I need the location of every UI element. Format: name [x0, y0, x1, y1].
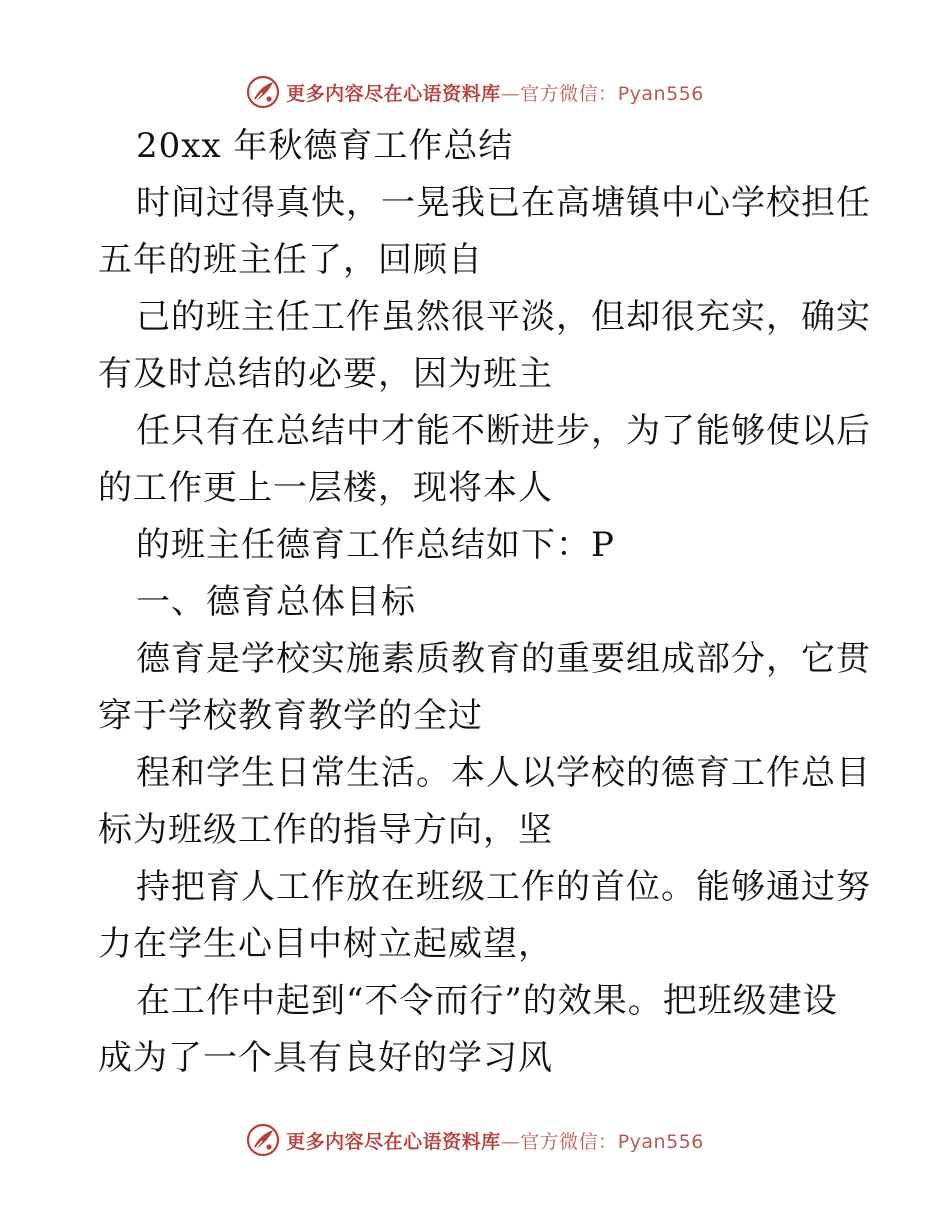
- text-line: 标为班级工作的指导方向，坚: [98, 810, 553, 850]
- watermark-dash: —: [500, 82, 521, 105]
- text-line: 的工作更上一层楼，现将本人: [98, 468, 553, 508]
- text-line: 己的班主任工作虽然很平淡，但却很充实，确实: [136, 297, 871, 337]
- quill-logo-icon: [246, 75, 280, 109]
- watermark-label: 官方微信：: [520, 82, 618, 105]
- quill-logo-icon: [246, 1123, 280, 1157]
- text-line: 穿于学校教育教学的全过: [98, 696, 483, 736]
- document-body: [98, 118, 871, 1087]
- text-line: 德育是学校实施素质教育的重要组成部分，它贯: [136, 639, 871, 679]
- watermark-main: 更多内容尽在心语资料库: [286, 1130, 501, 1153]
- watermark-handle: Pyan556: [617, 82, 704, 105]
- text-line: 力在学生心目中树立起威望，: [98, 924, 553, 964]
- text-line: 五年的班主任了，回顾自: [98, 240, 483, 280]
- watermark-handle: Pyan556: [617, 1130, 704, 1153]
- footer-watermark: [0, 1120, 950, 1160]
- text-line: 持把育人工作放在班级工作的首位。能够通过努: [136, 867, 871, 907]
- watermark-main: 更多内容尽在心语资料库: [286, 82, 501, 105]
- text-line: 在工作中起到“不令而行”的效果。把班级建设: [136, 981, 838, 1021]
- text-line: 程和学生日常生活。本人以学校的德育工作总目: [136, 753, 871, 793]
- document-title: 20xx 年秋德育工作总结: [136, 126, 514, 166]
- watermark-label: 官方微信：: [520, 1130, 618, 1153]
- text-line: 的班主任德育工作总结如下：P: [136, 525, 615, 565]
- text-line: 时间过得真快，一晃我已在高塘镇中心学校担任: [136, 183, 871, 223]
- watermark-text: [286, 1127, 704, 1154]
- watermark-text: [286, 79, 704, 106]
- text-line: 有及时总结的必要，因为班主: [98, 354, 553, 394]
- text-line: 任只有在总结中才能不断进步，为了能够使以后: [136, 411, 871, 451]
- watermark-group: [246, 1123, 704, 1157]
- header-watermark: [0, 72, 950, 112]
- text-line: 成为了一个具有良好的学习风: [98, 1038, 553, 1078]
- watermark-dash: —: [500, 1130, 521, 1153]
- watermark-group: [246, 75, 704, 109]
- section-heading: 一、德育总体目标: [136, 582, 416, 622]
